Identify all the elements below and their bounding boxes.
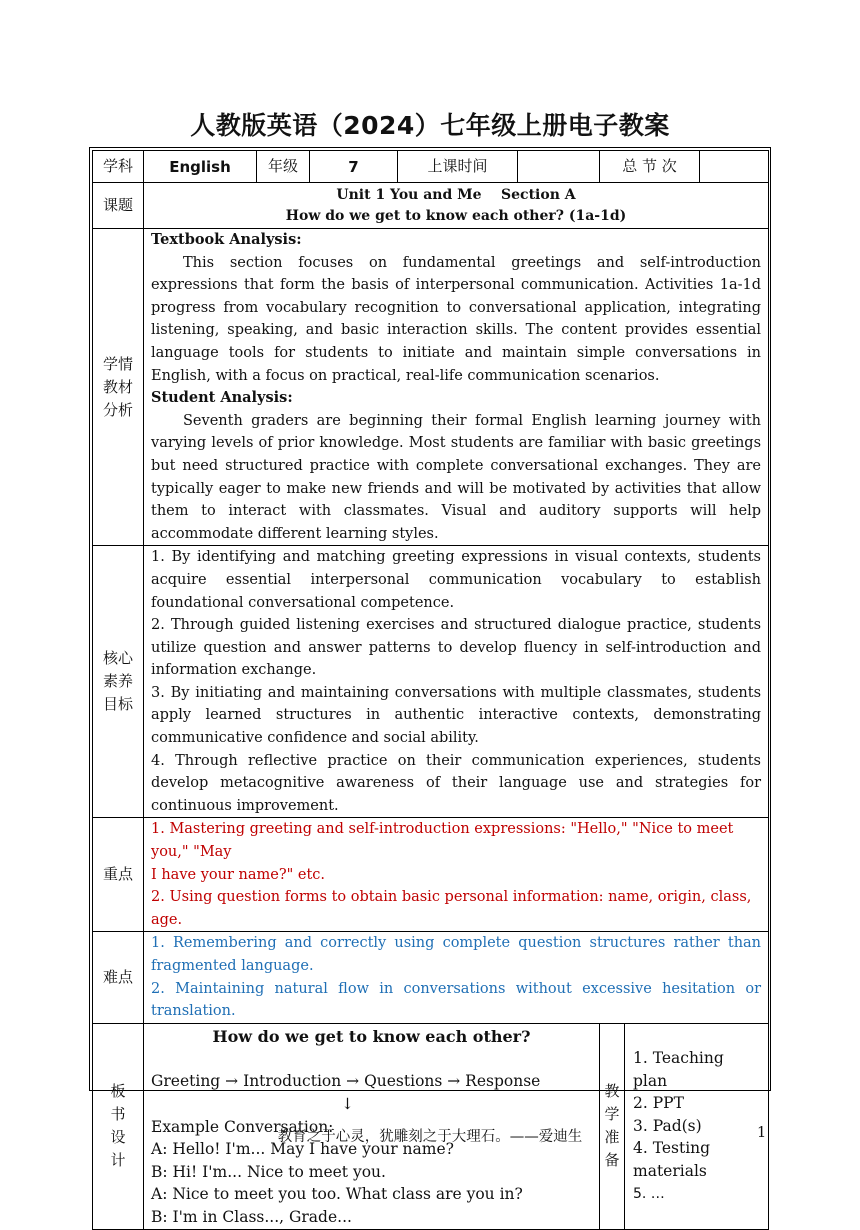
key-point-line: 1. Mastering greeting and self-introduction expressions: "Hello," "Nice to meet you," "May [151, 821, 734, 861]
textbook-analysis-body: This section focuses on fundamental greetings and self-introduction expressions that form the basis of interpersonal communication. Activities 1a-1d progress from vocabulary recognition to conversational application, integrating listening, speaking, and basic interaction skills. The content provides essential language tools for students to initiate and maintain simple conversations in English, with a focus on practical, real-life communication scenarios. [151, 254, 762, 384]
total-lessons-label: 总 节 次 [600, 151, 700, 183]
topic-label: 课题 [93, 183, 144, 229]
dialogue-line: B: I'm in Class..., Grade... [151, 1207, 352, 1226]
objective-item: 1. By identifying and matching greeting expressions in visual contexts, students acquire essential interpersonal communication vocabulary to establish foundational conversational competence. [151, 549, 762, 611]
preparation-label-char: 教 [604, 1082, 620, 1101]
preparation-label-char: 备 [604, 1151, 620, 1170]
difficulties-row [93, 932, 769, 1023]
topic-line-1: Unit 1 You and Me Section A [336, 186, 576, 203]
board-heading: How do we get to know each other? [212, 1026, 531, 1046]
analysis-row [93, 229, 769, 546]
page-number: 1 [757, 1125, 767, 1141]
objectives-label-3: 目标 [102, 695, 133, 714]
objectives-label-2: 素养 [102, 672, 133, 691]
dialogue-line: A: Nice to meet you too. What class are you in? [151, 1185, 523, 1204]
difficulties-label: 难点 [93, 932, 144, 1023]
student-analysis-body: Seventh graders are beginning their formal English learning journey with varying levels of prior knowledge. Most students are familiar with basic greetings but need structured practice with complete conversational exchanges. They are typically eager to make new friends and will be motivated by activities that allow them to interact with classmates. Visual and auditory supports will help accommodate different learning styles. [151, 412, 762, 542]
header-row [93, 151, 769, 183]
difficulty-item: 2. Maintaining natural flow in conversations without excessive hesitation or translation. [151, 980, 762, 1020]
analysis-label [93, 229, 144, 546]
board-flow: Greeting → Introduction → Questions → Response [151, 1072, 541, 1091]
preparation-label-char: 准 [604, 1128, 620, 1147]
subject-label: 学科 [93, 151, 144, 183]
grade-label: 年级 [257, 151, 310, 183]
objective-item: 4. Through reflective practice on their communication experiences, students develop metacognitive awareness of their language use and strategies for continuous improvement. [151, 752, 762, 814]
footer-quote: 教育之于心灵，犹雕刻之于大理石。——爱迪生 [277, 1129, 583, 1145]
preparation-item: 3. Pad(s) [633, 1116, 702, 1135]
board-label-char: 书 [110, 1105, 126, 1124]
board-label-char: 计 [110, 1151, 126, 1170]
difficulties-content [144, 932, 769, 1023]
key-points-label: 重点 [93, 818, 144, 932]
dialogue-line: A: Hello! I'm... May I have your name? [151, 1140, 454, 1159]
objective-item: 3. By initiating and maintaining conversations with multiple classmates, students apply learned structures in authentic interactive contexts, demonstrating communicative confidence and social ability. [151, 684, 762, 747]
objectives-label [93, 546, 144, 818]
key-point-line: I have your name?" etc. [151, 866, 326, 883]
preparation-item: 2. PPT [633, 1094, 684, 1113]
grade-value: 7 [310, 151, 398, 183]
preparation-item: 1. Teaching plan [633, 1049, 724, 1090]
topic-row [93, 183, 769, 229]
document-title: 人教版英语（2024）七年级上册电子教案 [190, 111, 670, 140]
analysis-label-1: 学情 [102, 354, 133, 373]
class-time-value [518, 151, 600, 183]
board-label-char: 设 [110, 1128, 126, 1147]
example-heading: Example Conversation: [151, 1117, 334, 1136]
subject-value: English [144, 151, 257, 183]
key-point-line: 2. Using question forms to obtain basic personal information: name, origin, class, age. [151, 889, 752, 928]
analysis-label-3: 分析 [102, 400, 133, 419]
preparation-item: 4. Testing [633, 1139, 711, 1158]
objectives-row [93, 546, 769, 818]
dialogue-line: B: Hi! I'm... Nice to meet you. [151, 1162, 386, 1181]
down-arrow-icon: ↓ [341, 1094, 354, 1113]
lesson-plan-table [92, 150, 769, 1230]
class-time-label: 上课时间 [398, 151, 518, 183]
topic-line-2: How do we get to know each other? (1a-1d) [285, 207, 627, 224]
objectives-content [144, 546, 769, 818]
topic-cell [144, 183, 769, 229]
objective-item: 2. Through guided listening exercises and structured dialogue practice, students utilize question and answer patterns to develop fluency in self-introduction and information exchange. [151, 617, 762, 679]
preparation-label-char: 学 [604, 1105, 620, 1124]
board-label-char: 板 [110, 1082, 126, 1101]
total-lessons-value [700, 151, 769, 183]
preparation-item: 5. … [633, 1185, 665, 1202]
analysis-label-2: 教材 [102, 377, 133, 396]
student-analysis-heading: Student Analysis: [151, 389, 293, 407]
analysis-content [144, 229, 769, 546]
preparation-item: materials [633, 1162, 707, 1181]
objectives-label-1: 核心 [102, 649, 133, 668]
key-points-row [93, 818, 769, 932]
key-points-content [144, 818, 769, 932]
textbook-analysis-heading: Textbook Analysis: [151, 231, 302, 248]
difficulty-item: 1. Remembering and correctly using complete question structures rather than fragmented language. [151, 935, 762, 974]
